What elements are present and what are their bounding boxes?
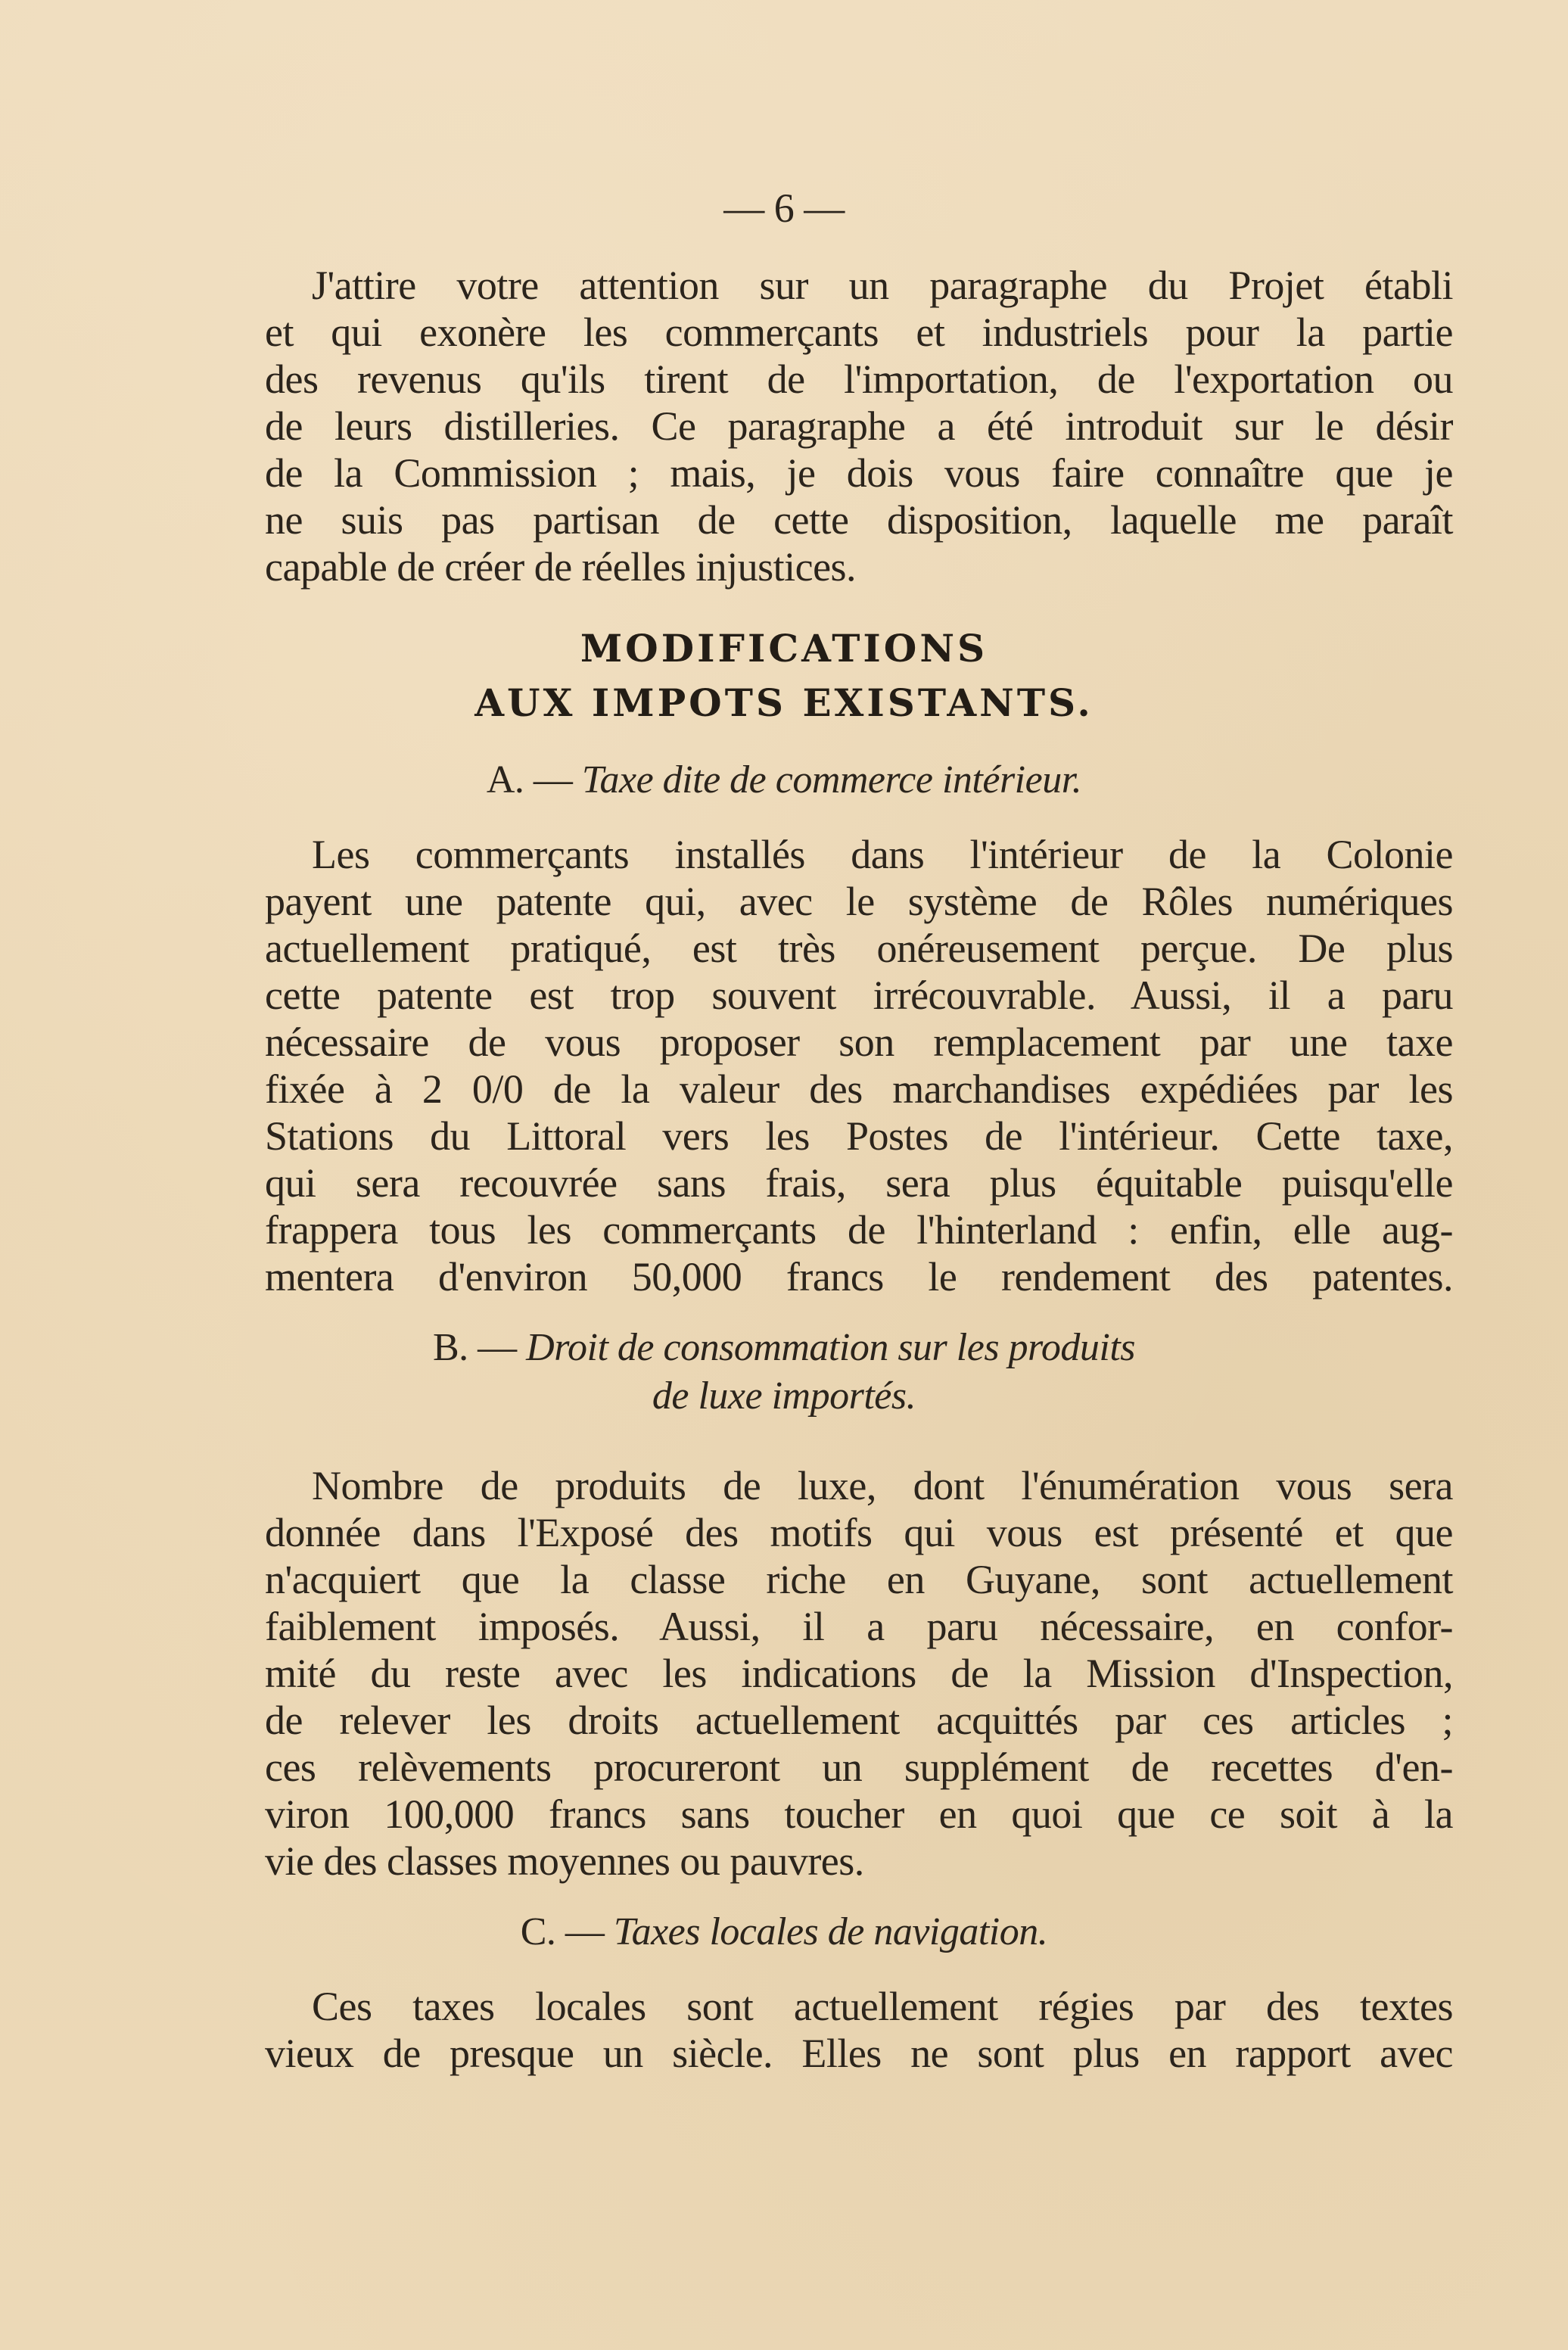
text-line: actuellement pratiqué, est très onéreusement perçue. De plus xyxy=(265,926,1453,971)
text-line: J'attire votre attention sur un paragraphe du Projet établi xyxy=(312,263,1453,308)
text-line: qui sera recouvrée sans frais, sera plus équitable puisqu'elle xyxy=(265,1160,1453,1206)
text-line: frappera tous les commerçants de l'hinterland : enfin, elle aug- xyxy=(265,1207,1453,1253)
text-line: Les commerçants installés dans l'intérieur de la Colonie xyxy=(312,832,1453,877)
subsection-title xyxy=(0,757,1568,804)
text-line: payent une patente qui, avec le système de Rôles numériques xyxy=(265,879,1453,924)
subsection-letter: C. — xyxy=(520,1910,605,1953)
text-line-last: vie des classes moyennes ou pauvres. xyxy=(265,1838,864,1884)
text-line: Ces taxes locales sont actuellement régies par des textes xyxy=(312,1984,1453,2029)
text-line-last: capable de créer de réelles injustices. xyxy=(265,544,857,590)
text-line: viron 100,000 francs sans toucher en quoi que ce soit à la xyxy=(265,1791,1453,1837)
text-line: Nombre de produits de luxe, dont l'énumération vous sera xyxy=(312,1463,1453,1508)
text-line: des revenus qu'ils tirent de l'importation, de l'exportation ou xyxy=(265,356,1453,402)
heading-line-1: MODIFICATIONS xyxy=(580,626,988,671)
text-line: mité du reste avec les indications de la Mission d'Inspection, xyxy=(265,1651,1453,1696)
text-line: fixée à 2 0/0 de la valeur des marchandises expédiées par les xyxy=(265,1066,1453,1112)
subsection-title xyxy=(0,1324,1568,1371)
text-line: faiblement imposés. Aussi, il a paru nécessaire, en confor- xyxy=(265,1604,1453,1649)
text-line: de relever les droits actuellement acquittés par ces articles ; xyxy=(265,1698,1453,1743)
text-line: de la Commission ; mais, je dois vous faire connaître que je xyxy=(265,450,1453,496)
text-line: donnée dans l'Exposé des motifs qui vous est présenté et que xyxy=(265,1510,1453,1555)
subsection-title-text: Taxes locales de navigation. xyxy=(613,1910,1048,1953)
subsection-title xyxy=(0,1909,1568,1956)
subsection-title-text: Droit de consommation sur les produits xyxy=(526,1326,1135,1369)
subsection-title-line-2: de luxe importés. xyxy=(652,1374,916,1418)
page-number: — 6 — xyxy=(723,185,845,231)
text-line: cette patente est trop souvent irrécouvrable. Aussi, il a paru xyxy=(265,973,1453,1018)
subsection-letter: B. — xyxy=(432,1326,517,1369)
text-line: et qui exonère les commerçants et industriels pour la partie xyxy=(265,310,1453,355)
text-line: mentera d'environ 50,000 francs le rendement des patentes. xyxy=(265,1254,1453,1300)
heading-line-2: AUX IMPOTS EXISTANTS. xyxy=(474,680,1094,725)
subsection-title-text: Taxe dite de commerce intérieur. xyxy=(581,758,1082,801)
text-line: n'acquiert que la classe riche en Guyane, sont actuellement xyxy=(265,1557,1453,1602)
subsection-letter: A. — xyxy=(486,758,573,801)
text-line: nécessaire de vous proposer son remplacement par une taxe xyxy=(265,1019,1453,1065)
text-line: de leurs distilleries. Ce paragraphe a été introduit sur le désir xyxy=(265,403,1453,449)
text-line: Stations du Littoral vers les Postes de l'intérieur. Cette taxe, xyxy=(265,1113,1453,1159)
text-line: vieux de presque un siècle. Elles ne sont plus en rapport avec xyxy=(265,2031,1453,2076)
text-line: ces relèvements procureront un supplément de recettes d'en- xyxy=(265,1745,1453,1790)
text-line: ne suis pas partisan de cette disposition, laquelle me paraît xyxy=(265,497,1453,543)
